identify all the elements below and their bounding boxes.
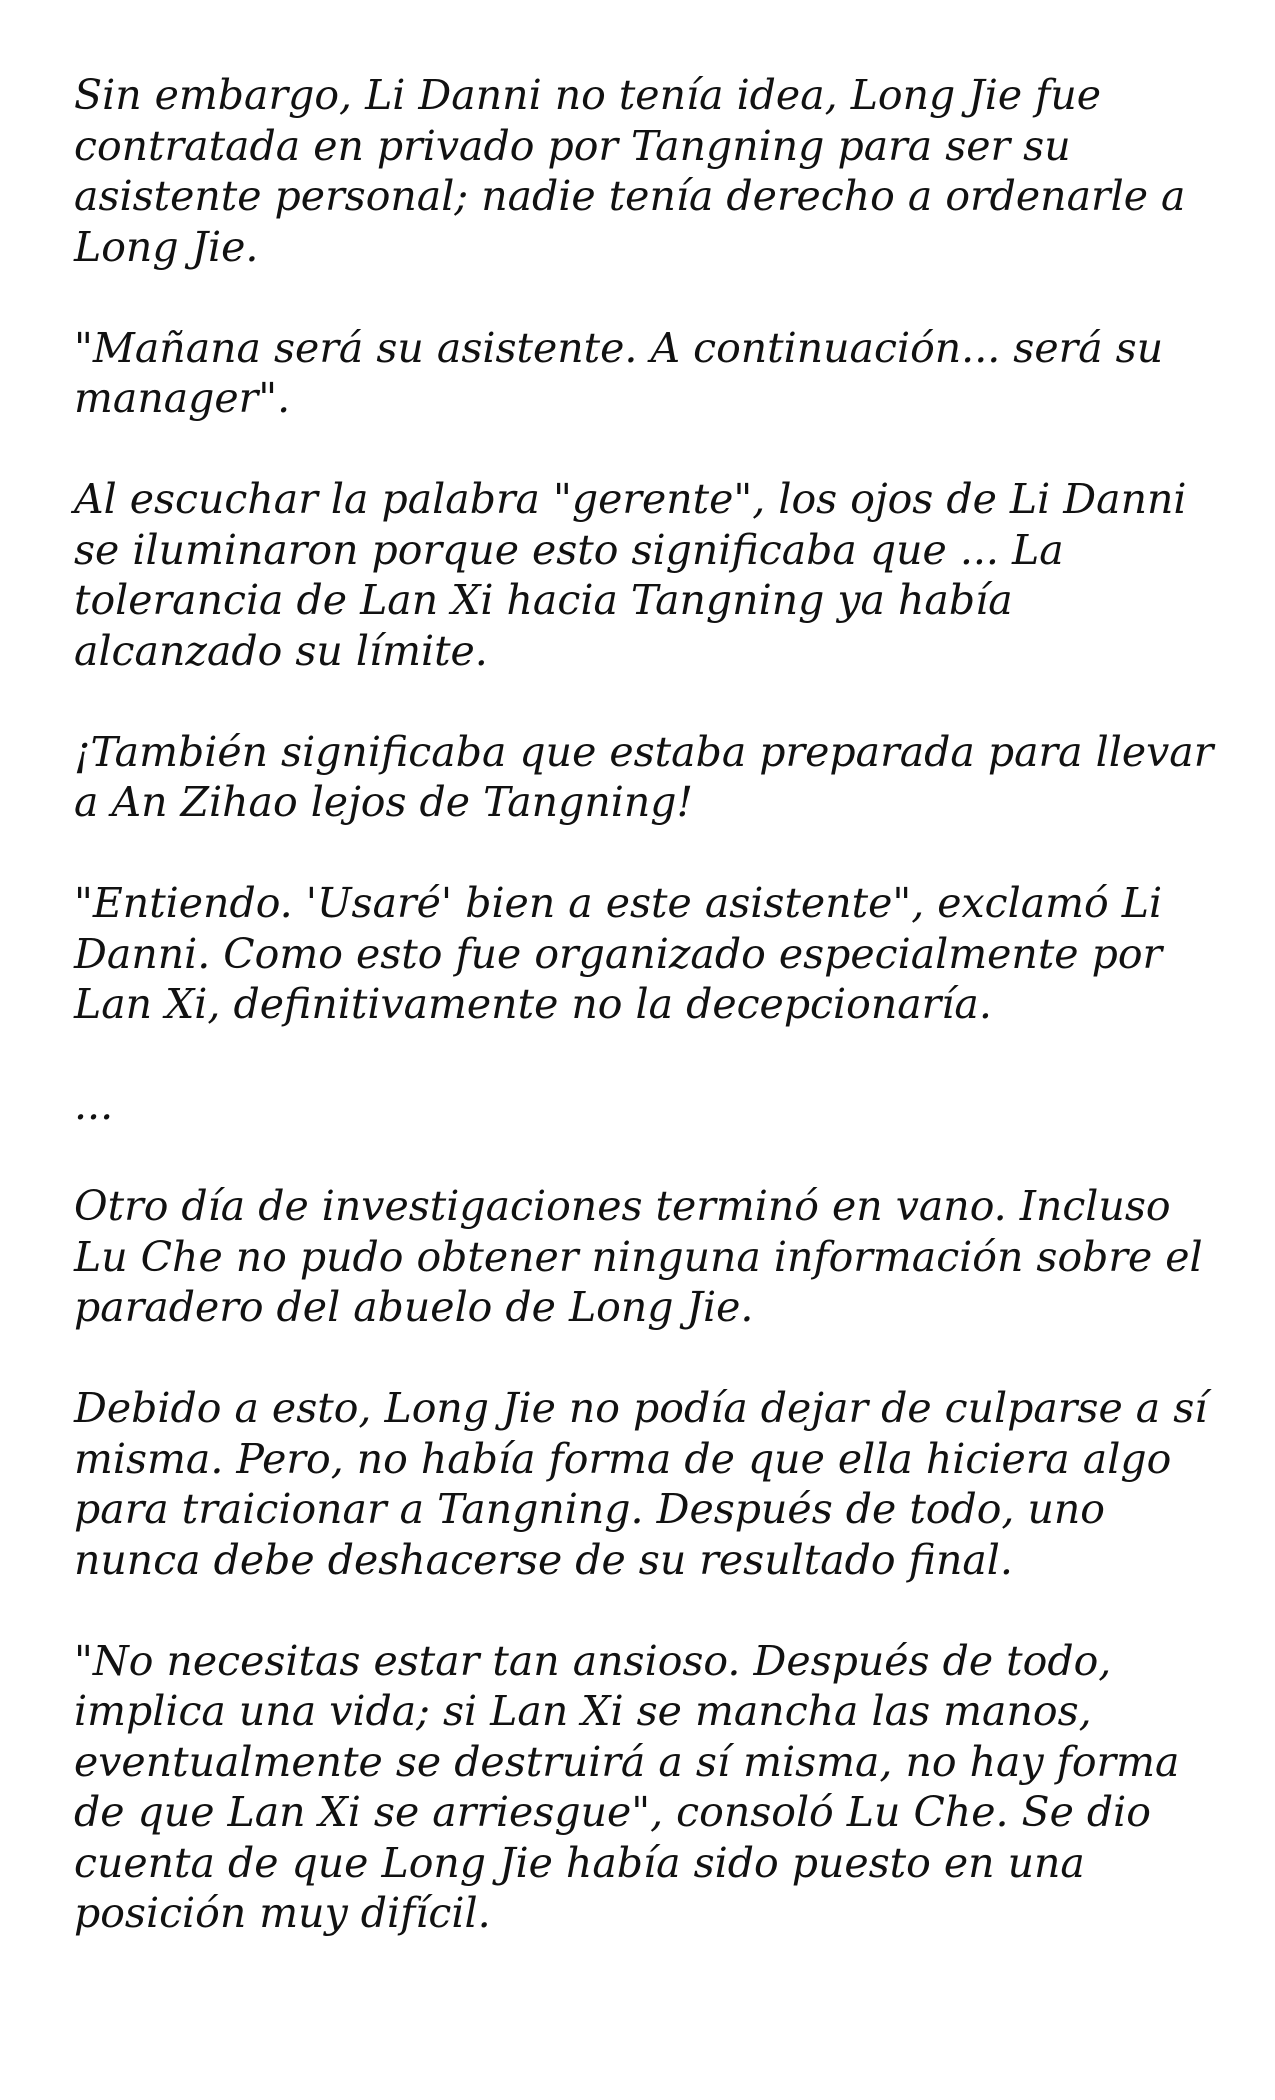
paragraph-2: "Mañana será su asistente. A continuación... será su manager". — [74, 323, 1164, 422]
paragraph-1: Sin embargo, Li Danni no tenía idea, Long Jie fue contratada en privado por Tangning para ser su asistente personal; nadie tenía derecho a ordenarle a Long Jie. — [74, 71, 1186, 271]
scene-break: ... — [74, 1081, 114, 1129]
paragraph-8: Debido a esto, Long Jie no podía dejar de culparse a sí misma. Pero, no había forma de que ella hiciera algo para traicionar a Tangning. Después de todo, uno nunca debe deshacerse de su resultado final. — [74, 1384, 1208, 1584]
paragraph-3: Al escuchar la palabra "gerente", los ojos de Li Danni se iluminaron porque esto significaba que ... La tolerancia de Lan Xi hacia Tangning ya había alcanzado su límite. — [74, 475, 1187, 675]
paragraph-5: "Entiendo. 'Usaré' bien a este asistente", exclamó Li Danni. Como esto fue organizado especialmente por Lan Xi, definitivamente no la decepcionaría. — [74, 879, 1163, 1028]
paragraph-9: "No necesitas estar tan ansioso. Después de todo, implica una vida; si Lan Xi se mancha las manos, eventualmente se destruirá a sí misma, no hay forma de que Lan Xi se arriesgue", consoló Lu Che. Se dio cuenta de que Long Jie había sido puesto en una posición muy difícil. — [74, 1636, 1180, 1937]
paragraph-4: ¡También significaba que estaba preparada para llevar a An Zihao lejos de Tangning! — [74, 727, 1214, 826]
paragraph-7: Otro día de investigaciones terminó en vano. Incluso Lu Che no pudo obtener ninguna información sobre el paradero del abuelo de Long Jie. — [74, 1182, 1203, 1331]
document-body — [74, 70, 1214, 1939]
